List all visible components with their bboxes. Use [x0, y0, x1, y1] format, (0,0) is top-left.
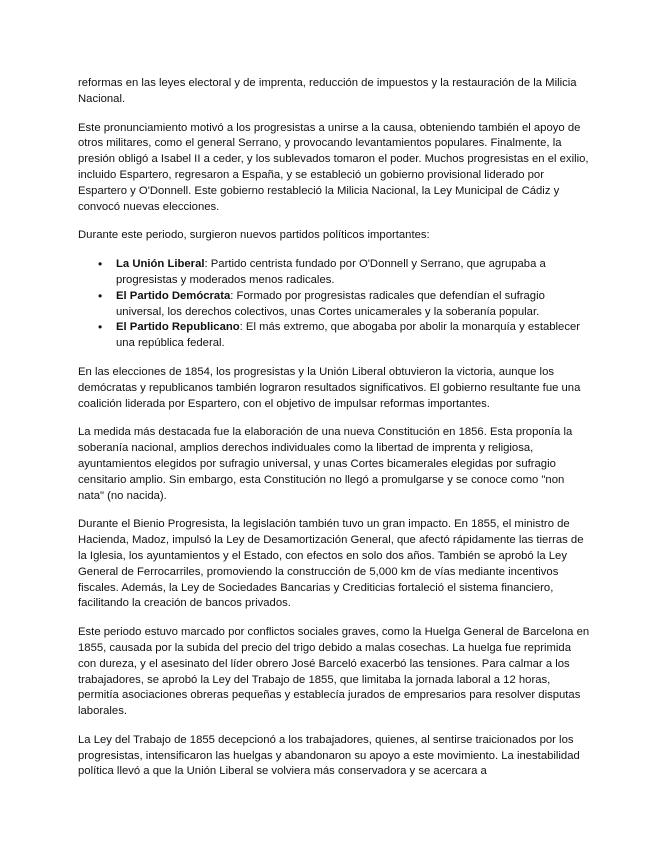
paragraph-constitucion-1856: La medida más destacada fue la elaboración de una nueva Constitución en 1856. Esta proponía la soberanía nacional, amplios derechos individuales como la libertad de imprenta y religiosa, ayuntamientos elegidos por sufragio universal, y unas Cortes bicamerales elegidas por sufragio censitario amplio. Sin embargo, esta Constitución no llegó a promulgarse y se conoce como "non nata" (no nacida). [78, 426, 573, 502]
paragraph-legislacion: Durante el Bienio Progresista, la legislación también tuvo un gran impacto. En 1855, el ministro de Hacienda, Madoz, impulsó la Ley de Desamortización General, que afectó rápidamente las tierras de la Iglesia, los ayuntamientos y el Estado, con efectos en solo dos años. También se aprobó la Ley General de Ferrocarriles, promoviendo la construcción de 5,000 km de vías mediante incentivos fiscales. Además, la Ley de Sociedades Bancarias y Crediticias fortaleció el sistema financiero, facilitando la creación de bancos privados. [78, 518, 584, 610]
list-item-union-liberal [116, 257, 590, 289]
party-name: La Unión Liberal [116, 258, 205, 271]
paragraph-conflictos-sociales: Este periodo estuvo marcado por conflictos sociales graves, como la Huelga General de Barcelona en 1855, causada por la subida del precio del trigo debido a malas cosechas. La huelga fue reprimida con dureza, y el asesinato del líder obrero José Barceló exacerbó las tensiones. Para calmar a los trabajadores, se aprobó la Ley del Trabajo de 1855, que limitaba la jornada laboral a 12 horas, permitía asociaciones obreras pequeñas y establecía jurados de empresarios para resolver disputas laborales. [78, 626, 590, 718]
paragraph-partidos-intro: Durante este periodo, surgieron nuevos partidos políticos importantes: [78, 229, 430, 242]
document-body [78, 76, 590, 793]
paragraph-pronunciamiento: Este pronunciamiento motivó a los progresistas a unirse a la causa, obteniendo también el apoyo de otros militares, como el general Serrano, y provocando levantamientos populares. Finalmente, la presión obligó a Isabel II a ceder, y los sublevados tomaron el poder. Muchos progresistas en el exilio, incluido Espartero, regresaron a España, y se estableció un gobierno provisional liderado por Espartero y O'Donnell. Este gobierno restableció la Milicia Nacional, la Ley Municipal de Cádiz y convocó nuevas elecciones. [78, 121, 589, 213]
parties-list [78, 257, 590, 352]
paragraph-reformas: reformas en las leyes electoral y de imprenta, reducción de impuestos y la restauración de la Milicia Nacional. [78, 77, 577, 105]
party-name: El Partido Demócrata [116, 289, 231, 302]
list-item-partido-democrata [116, 289, 590, 321]
list-item-partido-republicano [116, 320, 590, 352]
party-description: : Formado por progresistas radicales que defendían el sufragio universal, los derechos colectivos, unas Cortes unicamerales y la soberanía popular. [116, 289, 545, 318]
party-description: : Partido centrista fundado por O'Donnell y Serrano, que agrupaba a progresistas y moderados menos radicales. [116, 258, 546, 286]
party-description: : El más extremo, que abogaba por abolir la monarquía y establecer una república federal. [116, 321, 581, 350]
party-name: El Partido Republicano [116, 321, 240, 334]
paragraph-ley-trabajo: La Ley del Trabajo de 1855 decepcionó a los trabajadores, quienes, al sentirse traicionados por los progresistas, intensificaron las huelgas y abandonaron su apoyo a este movimiento. La inestabilidad política llevó a que la Unión Liberal se volviera más conservadora y se acercara a [78, 733, 580, 778]
paragraph-elecciones-1854: En las elecciones de 1854, los progresistas y la Unión Liberal obtuvieron la victoria, aunque los demócratas y republicanos también lograron resultados significativos. El gobierno resultante fue una coalición liderada por Espartero, con el objetivo de impulsar reformas importantes. [78, 365, 581, 410]
